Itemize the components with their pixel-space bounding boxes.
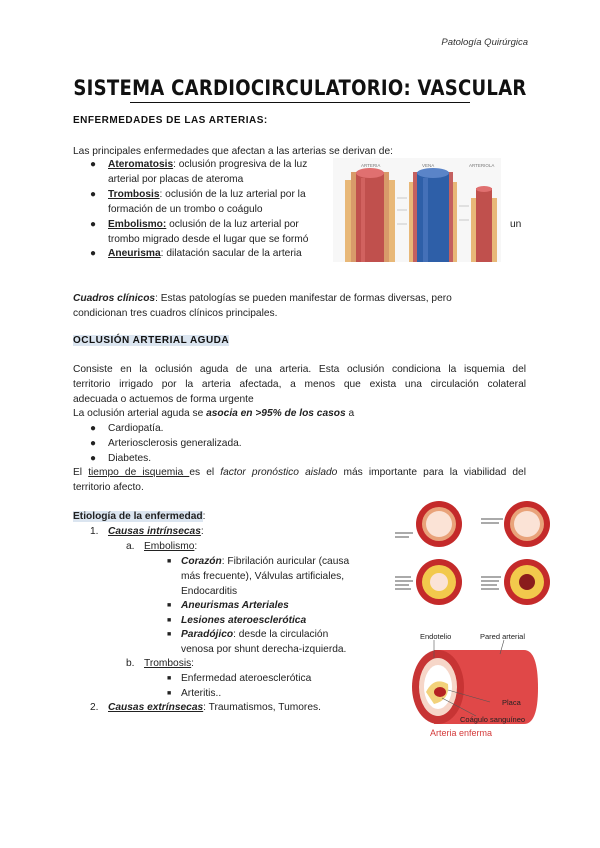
figure-label-vein: VENA [422, 163, 435, 168]
list-item: ■ Aneurismas Arteriales [167, 600, 289, 611]
list-item: ● Cardiopatía. [90, 423, 164, 434]
bullet-icon: ● [90, 423, 97, 434]
list-item-tail: un [510, 219, 522, 230]
list-item: ● Embolismo: oclusión de la luz arterial por trombo migrado desde el lugar que se formó [90, 219, 309, 245]
bullet-icon: ● [90, 159, 97, 170]
list-item: ■ Paradójico: desde la circulación venosa por shunt derecha-izquierda. [167, 629, 347, 655]
thrombosis-label: Trombosis: [144, 658, 195, 669]
diseased-artery-illustration [404, 628, 550, 740]
figure-label-arteriole: ARTERIOLA [469, 163, 495, 168]
extrinsic-causes: Causas extrínsecas: Traumatismos, Tumores. [108, 702, 321, 713]
list-letter: b. [126, 658, 135, 669]
list-number: 2. [90, 702, 99, 713]
section-heading-arteries: ENFERMEDADES DE LAS ARTERIAS: [73, 115, 268, 126]
list-item: ■ Enfermedad ateroesclerótica [167, 673, 312, 684]
list-item: ● Aneurisma: dilatación sacular de la arteria [90, 248, 302, 259]
label-arterial-wall: Pared arterial [480, 632, 526, 641]
occlusion-paragraph-line: territorio irrigado por la arteria afectada, a menos que exista una circulación colateral [73, 379, 526, 390]
bullet-icon: ● [90, 189, 97, 200]
square-bullet-icon: ■ [167, 617, 172, 624]
square-bullet-icon: ■ [167, 602, 172, 609]
list-number: 1. [90, 526, 99, 537]
list-item: ● Ateromatosis: oclusión progresiva de la luz arterial por placas de ateroma [90, 159, 308, 185]
label-plaque: Placa [502, 698, 521, 707]
list-item: ■ Lesiones ateroesclerótica [167, 615, 307, 626]
occlusion-paragraph-line: Consiste en la oclusión aguda de una arteria. Esta oclusión condiciona la isquemia del [73, 364, 526, 375]
section-heading-occlusion: OCLUSIÓN ARTERIAL AGUDA [73, 335, 230, 346]
bullet-icon: ● [90, 453, 97, 464]
intrinsic-causes: Causas intrínsecas: [108, 526, 204, 537]
square-bullet-icon: ■ [167, 558, 172, 565]
bullet-icon: ● [90, 438, 97, 449]
figure-caption: Arteria enferma [430, 728, 493, 738]
vessels-illustration [333, 158, 501, 262]
list-letter: a. [126, 541, 135, 552]
list-item: ■ Corazón: Fibrilación auricular (causa más frecuente), Válvulas artificiales, Endocarditis [167, 556, 350, 597]
association-line: La oclusión arterial aguda se asocia en >95% de los casos a [73, 408, 355, 419]
course-header: Patología Quirúrgica [441, 37, 528, 48]
embolism-label: Embolismo: [144, 541, 198, 552]
list-item: ■ Arteritis.. [167, 688, 222, 699]
list-item: ● Diabetes. [90, 453, 152, 464]
bullet-icon: ● [90, 219, 97, 230]
artery-cross-sections-illustration [393, 498, 553, 610]
clinical-paragraph: Cuadros clínicos: Estas patologías se pueden manifestar de formas diversas, pero condicionan tres cuadros clínicos principales. [73, 293, 452, 319]
title-underline [130, 102, 470, 103]
label-endothelium: Endotelio [420, 632, 452, 641]
square-bullet-icon: ■ [167, 690, 172, 697]
page-title: SISTEMA CARDIOCIRCULATORIO: VASCULAR [73, 76, 527, 100]
prognosis-line: El tiempo de isquemia es el factor pronóstico aislado más importante para la viabilidad del [73, 467, 526, 478]
etiology-heading: Etiología de la enfermedad: [73, 511, 206, 522]
list-item: ● Trombosis: oclusión de la luz arterial por la formación de un trombo o coágulo [90, 189, 306, 215]
list-item: ● Arteriosclerosis generalizada. [90, 438, 242, 449]
intro-text: Las principales enfermedades que afectan a las arterias se derivan de: [73, 146, 393, 157]
figure-label-artery: ARTERIA [361, 163, 381, 168]
square-bullet-icon: ■ [167, 675, 172, 682]
occlusion-paragraph-line: adecuada o actuemos de forma urgente [73, 394, 254, 405]
bullet-icon: ● [90, 248, 97, 259]
prognosis-line: territorio afecto. [73, 482, 144, 493]
square-bullet-icon: ■ [167, 631, 172, 638]
label-blood-clot: Coágulo sanguíneo [460, 715, 526, 724]
